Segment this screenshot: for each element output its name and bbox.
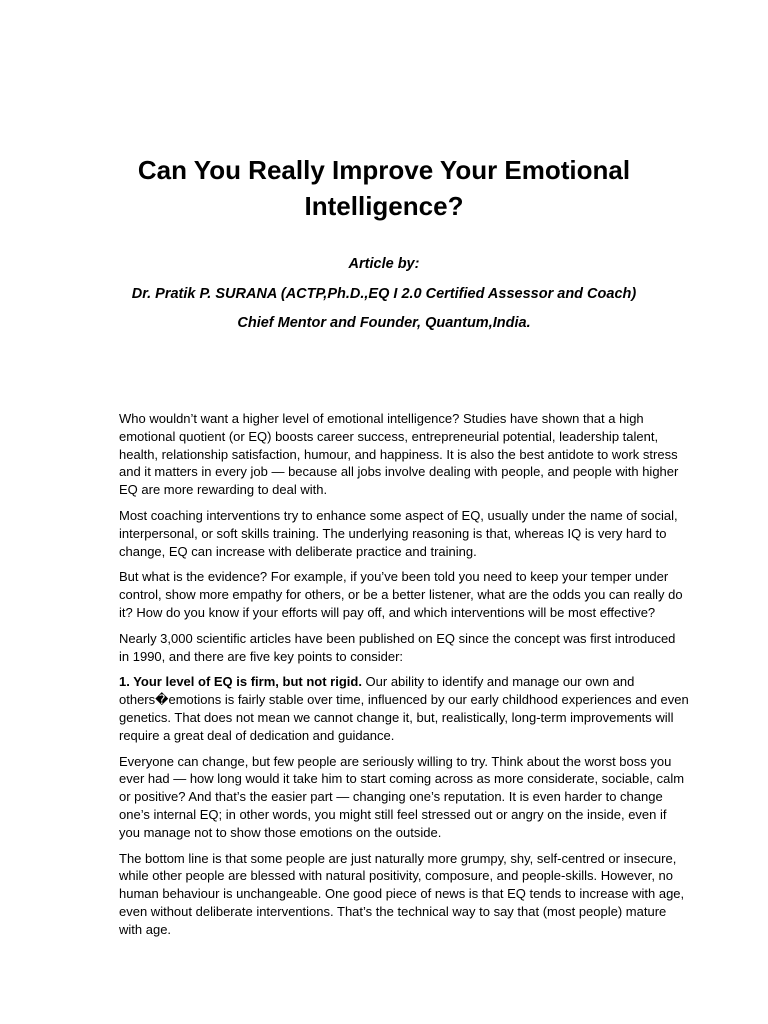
article-body [119, 410, 689, 947]
paragraph-evidence: But what is the evidence? For example, if you’ve been told you need to keep your temper under control, show more empathy for others, or be a better listener, what are the odds you can really do it? How do you know if your efforts will pay off, and which interventions will be most effective? [119, 569, 683, 620]
paragraph-intro: Who wouldn’t want a higher level of emotional intelligence? Studies have shown that a high emotional quotient (or EQ) boosts career success, entrepreneurial potential, leadership talent, health, relationship satisfaction, humour, and happiness. It is also the best antidote to work stress and it matters in every job — because all jobs involve dealing with people, and people with higher EQ are more rewarding to deal with. [119, 411, 679, 498]
point-1-heading: 1. Your level of EQ is firm, but not rigid. [119, 674, 362, 690]
point-1-text: Our ability to identify and manage our own and others�emotions is fairly stable over time, influenced by our early childhood experiences and even genetics. That does not mean we cannot change it, but, realistically, long-term improvements will require a great deal of dedication and guidance. [119, 674, 689, 743]
byline-role: Chief Mentor and Founder, Quantum,India. [237, 315, 531, 331]
byline-label: Article by: [348, 256, 420, 272]
paragraph-bottom-line: The bottom line is that some people are just naturally more grumpy, shy, self-centred or insecure, while other people are blessed with natural positivity, composure, and people-skills. However, no human behaviour is unchangeable. One good piece of news is that EQ tends to increase with age, even without deliberate interventions. That’s the technical way to say that (most people) mature with age. [119, 850, 685, 937]
paragraph-change: Everyone can change, but few people are seriously willing to try. Think about the worst boss you ever had — how long would it take him to start coming across as more considerate, sociable, calm or positive? And that’s the easier part — changing one’s reputation. It is even harder to change one’s internal EQ; in other words, you might still feel stressed out or angry on the inside, even if you manage not to show those emotions on the outside. [119, 753, 685, 840]
paragraph-coaching: Most coaching interventions try to enhance some aspect of EQ, usually under the name of social, interpersonal, or soft skills training. The underlying reasoning is that, whereas IQ is very hard to change, EQ can increase with deliberate practice and training. [119, 507, 678, 559]
point-1-paragraph [119, 673, 689, 744]
byline-author: Dr. Pratik P. SURANA (ACTP,Ph.D.,EQ I 2.0 Certified Assessor and Coach) [131, 286, 637, 302]
paragraph-key-points: Nearly 3,000 scientific articles have been published on EQ since the concept was first introduced in 1990, and there are five key points to consider: [119, 630, 676, 664]
article-title: Can You Really Improve Your Emotional Intelligence? [137, 155, 631, 221]
